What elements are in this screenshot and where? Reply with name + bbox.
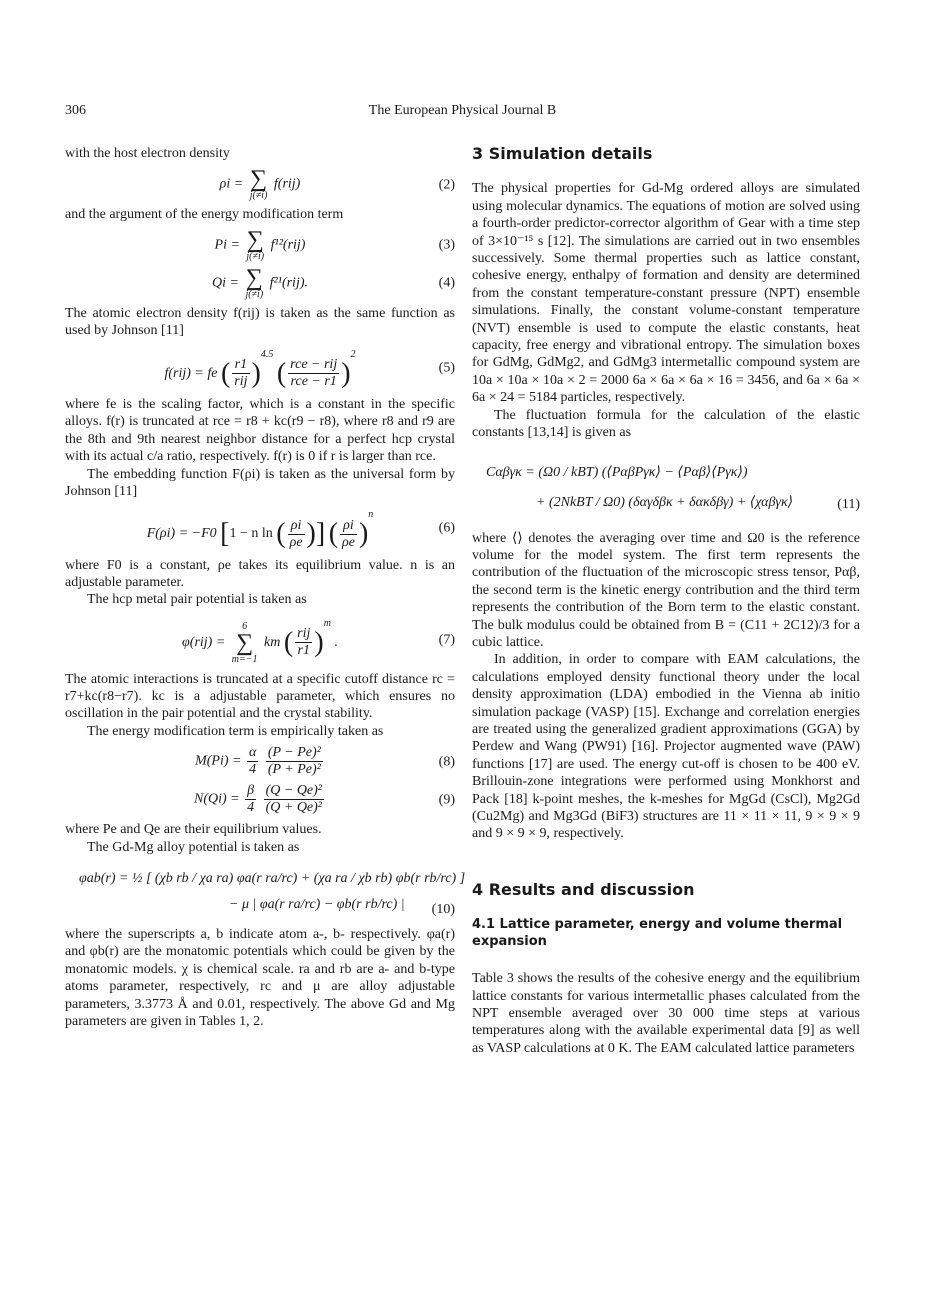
paragraph: where Pe and Qe are their equilibrium values. [65, 822, 322, 838]
equation-10 [79, 866, 466, 918]
equation-number: (10) [431, 901, 455, 917]
eq10-line2: − μ | φa(r ra/rc) − φb(r rb/rc) | [229, 897, 405, 913]
page-number: 306 [65, 103, 86, 118]
equation-number: (9) [438, 792, 455, 808]
eq-lhs: f(rij) = fe [164, 365, 218, 381]
eq11-line1: Cαβγκ = (Ω0 / kBT) (⟨PαβPγκ⟩ − ⟨Pαβ⟩⟨Pγκ⟩) [486, 464, 748, 480]
equation-11 [486, 458, 860, 518]
equation-3 [65, 226, 455, 262]
paragraph: where the superscripts a, b indicate atom a-, b- respectively. φa(r) and φb(r) are the monatomic potentials which could be given by the monatomic models. χ is chemical scale. ra and rb are a- and b-type atoms parameter, respectively, rc and μ are alloy adjustable parameters, 3.3773 Å and 0.01, respectively. The above Gd and Mg parameters are given in Tables 1, 2. [65, 927, 455, 1030]
equation-number: (6) [438, 520, 455, 536]
sum-limit: j(≠i) [245, 288, 264, 300]
fraction: $\frac{\alpha}{4}$ [248, 745, 257, 778]
paragraph: where F0 is a constant, ρe takes its equilibrium value. n is an adjustable parameter. [65, 557, 455, 591]
eq-lhs: φ(rij) = [182, 634, 226, 650]
paragraph: with the host electron density [65, 146, 230, 161]
fraction: $\frac{\rho i}{\rho e}$ [289, 517, 303, 550]
subsection-heading: 4.1 Lattice parameter, energy and volume thermal expansion [472, 917, 843, 950]
fraction: $\frac{r1}{\text{rij}}$ [234, 356, 248, 389]
paragraph: The fluctuation formula for the calculation of the elastic constants [13,14] is given as [472, 407, 860, 441]
fraction: $\frac{\beta}{4}$ [247, 783, 255, 816]
eq-lhs: F(ρi) = −F0 [146, 526, 217, 542]
equation-7: φ(rij) = 6 ∑ m=−1 km ( $\frac{\text{rij}}{r1}$ )$^m$ . (7) [182, 617, 455, 665]
journal-title: The European Physical Journal B [368, 103, 557, 118]
section-heading: 4 Results and discussion [472, 879, 695, 899]
exponent: m [323, 617, 331, 629]
sum-limit: j(≠i) [246, 250, 265, 262]
equation-number: (8) [438, 754, 455, 770]
paragraph: The Gd-Mg alloy potential is taken as [87, 839, 300, 855]
sum-symbol: ∑ j(≠i) [246, 226, 265, 262]
paragraph: In addition, in order to compare with EAM calculations, the calculations employed density functional theory under the local density approximation (LDA) embodied in the Vienna ab initio simulation package (VASP) [15]. Exchange and correlation energies are treated using the generalized gradient approximations (GGA) by Perdew and Wang (PW91) [16]. Projector augmented wave (PAW) functions [17] are used. The energy cut-off is chosen to be 400 eV. Brillouin-zone integrations were performed using Monkhorst and Pack [18] k-point meshes, the k-meshes for MgGd (CsCl), Mg2Gd (Cu2Mg) and Mg3Gd (BiF3) structures are 11 × 11 × 11, 9 × 9 × 9 and 9 × 9 × 9, respectively. [472, 652, 860, 842]
equation-5: f(rij) = fe ( $\frac{r1}{\text{rij}}$ )$^{4.5}$ ( $\frac{\text{rce − rij}}{\text{rce − r1}}$ )$^2$ (5) [164, 348, 455, 389]
equation-number: (3) [438, 237, 455, 253]
paragraph: where ⟨⟩ denotes the averaging over time and Ω0 is the reference volume for the model system. The first term represents the contribution of the fluctuation of the microscopic stress tensor, Pαβ, the second term is the kinetic energy contribution and the third term represents the contribution of the Born term to the elastic constant. The bulk modulus could be obtained from B = (C11 + 2C12)/3 for a cubic lattice. [472, 530, 860, 650]
paragraph: and the argument of the energy modification term [65, 207, 344, 223]
equation-number: (5) [438, 360, 455, 376]
section-heading: 3 Simulation details [472, 144, 653, 163]
paragraph: where fe is the scaling factor, which is a constant in the specific alloys. f(r) is truncated at rce = r8 + kc(r9 − r8), where r8 and r9 are the 8th and 9th nearest neighbor distance for a perfect hcp crystal with its actual c/a ratio, respectively. f(r) is 0 if r is larger than rce. [65, 396, 455, 465]
eq-lhs: ρi = [219, 177, 244, 193]
eq-rhs: f²¹(rij). [269, 275, 308, 291]
exponent: n [368, 509, 374, 521]
sum-limit: j(≠i) [249, 190, 268, 202]
eq-lhs: N(Qi) = [193, 791, 240, 807]
equation-8 [65, 745, 455, 778]
fraction: $\frac{\text{rce − rij}}{\text{rce − r1}}$ [290, 356, 338, 389]
eq10-line1: φab(r) = ½ [ (χb rb / χa ra) φa(r ra/rc) + (χa ra / χb rb) φb(r rb/rc) ] [79, 871, 466, 887]
equation-4 [65, 264, 455, 300]
equation-9 [65, 783, 455, 816]
left-column [65, 145, 466, 1031]
paragraph: The energy modification term is empirically taken as [87, 723, 384, 739]
paragraph: Table 3 shows the results of the cohesive energy and the equilibrium lattice constants for various intermetallic phases calculated from the NPT ensemble averaged over 30 000 time steps at various temperatures along with the available experimental data [9] as well as VASP calculations at 0 K. The EAM calculated lattice parameters [472, 971, 860, 1056]
equation-number: (4) [438, 275, 455, 291]
eq-rhs: f(rij) [273, 177, 301, 193]
eq-lhs: Qi = [211, 275, 239, 291]
right-column [472, 145, 860, 1057]
exponent: 4.5 [260, 348, 274, 360]
sum-symbol: 6 ∑ m=−1 [231, 620, 258, 665]
paragraph: The atomic electron density f(rij) is taken as the same function as used by Johnson [11] [65, 305, 455, 339]
sum-symbol: ∑ j(≠i) [245, 264, 264, 300]
eq-rhs: f¹²(rij) [270, 237, 306, 253]
fraction: $\frac{\text{rij}}{r1}$ [297, 626, 311, 659]
equation-number: (7) [438, 632, 455, 648]
paragraph: The embedding function F(ρi) is taken as the universal form by Johnson [11] [65, 466, 455, 499]
sum-limit: m=−1 [231, 653, 258, 665]
eq11-line2: + (2NkBT / Ω0) (δαγδβκ + δακδβγ) + ⟨χαβγκ⟩ [536, 494, 794, 510]
equation-number: (11) [837, 497, 860, 513]
fraction: $\frac{\text{(Q − Qe)²}}{\text{(Q + Qe)²}}$ [265, 783, 322, 816]
paragraph: The physical properties for Gd-Mg ordered alloys are simulated using molecular dynamics. The equations of motion are solved using a fourth-order predictor-corrector algorithm of Gear with a time step of 3×10⁻¹⁵ s [12]. The simulations are carried out in two ensembles successively. Some thermal properties such as lattice constant, cohesive energy, enthalpy of formation and density are determined from the constant temperature-constant pressure (NPT) ensemble simulations. Finally, the constant volume-constant temperature (NVT) ensemble is used to compute the elastic constants, heat capacity, free energy and vibrational entropy. The simulation boxes for GdMg, GdMg2, and GdMg3 intermetallic compound system are 10a × 10a × 10a × 2 = 2000 6a × 6a × 6a × 16 = 3456, and 6a × 6a × 6a × 24 = 5184 particles, respectively. [472, 181, 860, 406]
equation-2 [65, 168, 455, 201]
eq-km: km [264, 634, 281, 650]
fraction: $\frac{\rho i}{\rho e}$ [342, 517, 355, 550]
exponent: 2 [350, 348, 356, 360]
equation-6: F(ρi) = −F0 [1 − n ln ( $\frac{\rho i}{\rho e}$ )] ( $\frac{\rho i}{\rho e}$ )$^n$ (6) [146, 509, 455, 550]
sum-symbol: ∑ j(≠i) [249, 166, 268, 202]
eq-mid: 1 − n ln [229, 526, 273, 542]
fraction: $\frac{\text{(P − Pe)²}}{\text{(P + Pe)²}}$ [267, 745, 321, 778]
paragraph: The hcp metal pair potential is taken as [87, 592, 307, 608]
paragraph: The atomic interactions is truncated at a specific cutoff distance rc = r7+kc(r8−r7). kc is a adjustable parameter, which ensures no oscillation in the pair potential and the crystal stability. [65, 671, 455, 722]
eq-lhs: M(Pi) = [195, 753, 242, 769]
equation-number: (2) [438, 177, 455, 193]
eq-lhs: Pi = [214, 237, 240, 253]
